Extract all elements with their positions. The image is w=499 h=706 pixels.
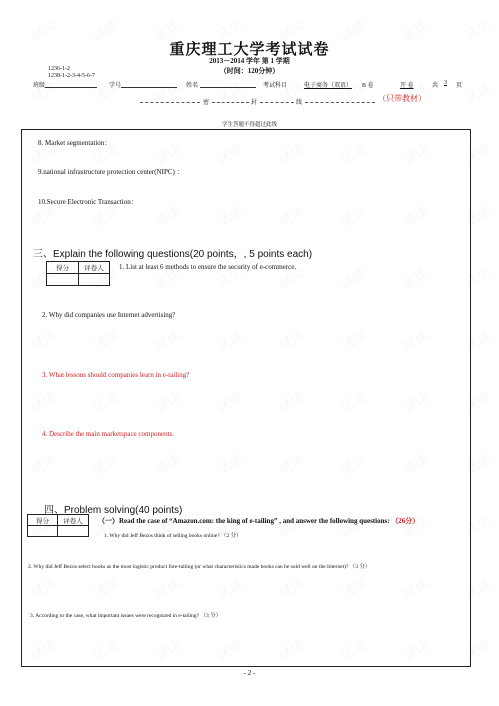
watermark-19 <box>213 139 245 168</box>
name-blank[interactable] <box>200 87 256 88</box>
seal-char-1: 密 <box>203 100 210 106</box>
watermark-50 <box>151 387 183 416</box>
watermark-86 <box>399 635 431 664</box>
name-label: 姓名 <box>186 83 199 89</box>
watermark-44 <box>275 325 307 354</box>
exam-type: 开 卷 <box>400 83 414 89</box>
watermark-18 <box>151 139 183 168</box>
watermark-47 <box>461 325 493 354</box>
watermark-82 <box>151 635 183 664</box>
section4-heading: 四、Problem solving(40 points) <box>44 505 183 516</box>
watermark-77 <box>337 573 369 602</box>
seal-dash-2 <box>212 102 249 103</box>
watermark-45 <box>337 325 369 354</box>
watermark-72 <box>27 573 59 602</box>
seal-dash-1 <box>140 102 200 103</box>
s4-question-2: 2. Why did Jeff Bezos select books as the most logistic product fore-tailing (or what characteristics made books can be sold well on the Internet)? （3 分） <box>28 564 371 570</box>
frame-left <box>21 129 22 667</box>
grader-header-3: 评卷人 <box>78 261 110 274</box>
section3-heading: 三、Explain the following questions(20 points，, 5 points each) <box>33 249 313 260</box>
exam-title: 重庆理工大学考试试卷 <box>169 42 330 58</box>
watermark-79 <box>461 573 493 602</box>
frame-bottom <box>21 666 471 667</box>
watermark-48 <box>27 387 59 416</box>
question-9: 9.national infrastructure protection center(NIPC) ： <box>38 168 184 176</box>
watermark-73 <box>89 573 121 602</box>
watermark-87 <box>461 635 493 664</box>
watermark-28 <box>275 201 307 230</box>
grader-cell-3[interactable] <box>78 273 110 286</box>
s3-question-2: 2. Why did companies use Internet advertising? <box>42 311 176 319</box>
seal-dash-4 <box>305 102 375 103</box>
s4-question-1: 1. Why did Jeff Bezos think of selling books online? （2 分） <box>104 533 242 539</box>
watermark-55 <box>461 387 493 416</box>
case-intro-text: （一）Read the case of “Amazon.com: the king of e-tailing” , and answer the following questions: <box>98 517 390 525</box>
pages-label: 共 <box>432 83 439 89</box>
watermark-80 <box>27 635 59 664</box>
score-header-3: 得分 <box>46 261 79 274</box>
watermark-81 <box>89 635 121 664</box>
course-code-1: 1236-1-2 <box>48 66 70 72</box>
watermark-46 <box>399 325 431 354</box>
question-10: 10.Secure Electronic Transaction： <box>38 198 138 206</box>
watermark-22 <box>399 139 431 168</box>
watermark-61 <box>337 449 369 478</box>
score-cell-3[interactable] <box>46 273 79 286</box>
watermark-29 <box>337 201 369 230</box>
watermark-54 <box>399 387 431 416</box>
watermark-31 <box>461 201 493 230</box>
watermark-40 <box>27 325 59 354</box>
s3-question-4: 4. Describe the main marketspace components. <box>42 430 174 438</box>
watermark-21 <box>337 139 369 168</box>
class-label: 班级 <box>33 83 46 89</box>
subject-value: 电子商务（双语） <box>304 83 353 89</box>
seal-char-3: 线 <box>296 100 303 106</box>
class-blank[interactable] <box>45 87 97 88</box>
seal-dash-3 <box>260 102 294 103</box>
course-code-2: 1238-1-2-3-4-5-6-7 <box>48 73 95 79</box>
watermark-76 <box>275 573 307 602</box>
s3-question-3: 3. What lessons should companies learn in e-tailing? <box>42 371 190 379</box>
score-header-4: 得分 <box>27 514 58 526</box>
watermark-20 <box>275 139 307 168</box>
watermark-37 <box>337 263 369 292</box>
watermark-51 <box>213 387 245 416</box>
watermark-39 <box>461 263 493 292</box>
s4-question-3: 3. According to the case, what important issues were recognized in e-tailing? （3 分） <box>30 613 222 619</box>
textbook-note: （只带教材） <box>378 94 426 103</box>
grader-cell-4[interactable] <box>57 525 89 537</box>
watermark-75 <box>213 573 245 602</box>
watermark-62 <box>399 449 431 478</box>
no-answer-note: 学生答题不得超过此线 <box>221 122 277 128</box>
s3-question-1: 1. List at least 6 methods to ensure the security of e-commerce. <box>119 263 297 271</box>
score-cell-4[interactable] <box>27 525 58 537</box>
question-8: 8. Market segmentation： <box>38 139 112 147</box>
watermark-15 <box>461 77 493 106</box>
grader-header-4: 评卷人 <box>57 514 89 526</box>
watermark-85 <box>337 635 369 664</box>
term-line: 2013－2014 学年 第 1 学期 <box>209 57 290 65</box>
student-id-blank[interactable] <box>121 87 177 88</box>
subject-label: 考试科目 <box>263 83 288 89</box>
case-points: （26分） <box>391 517 420 525</box>
page-number: - 2 - <box>243 669 256 677</box>
frame-top <box>21 129 471 130</box>
watermark-71 <box>461 511 493 540</box>
watermark-57 <box>89 449 121 478</box>
watermark-60 <box>275 449 307 478</box>
case-intro <box>98 516 419 526</box>
watermark-42 <box>151 325 183 354</box>
watermark-49 <box>89 387 121 416</box>
watermark-74 <box>151 573 183 602</box>
watermark-59 <box>213 449 245 478</box>
time-line: （时间：120分钟） <box>219 67 280 75</box>
student-id-label: 学号 <box>109 83 122 89</box>
watermark-84 <box>275 635 307 664</box>
watermark-38 <box>399 263 431 292</box>
watermark-63 <box>461 449 493 478</box>
watermark-83 <box>213 635 245 664</box>
watermark-58 <box>151 449 183 478</box>
watermark-53 <box>337 387 369 416</box>
pages-unit: 页 <box>456 83 463 89</box>
watermark-27 <box>213 201 245 230</box>
watermark-52 <box>275 387 307 416</box>
watermark-30 <box>399 201 431 230</box>
watermark-78 <box>399 573 431 602</box>
watermark-26 <box>151 201 183 230</box>
pages-value: 3 <box>444 80 447 86</box>
frame-right <box>470 129 471 667</box>
watermark-56 <box>27 449 59 478</box>
watermark-41 <box>89 325 121 354</box>
seal-char-2: 封 <box>251 100 258 106</box>
paper-label: B 卷 <box>362 83 374 89</box>
watermark-43 <box>213 325 245 354</box>
watermark-23 <box>461 139 493 168</box>
